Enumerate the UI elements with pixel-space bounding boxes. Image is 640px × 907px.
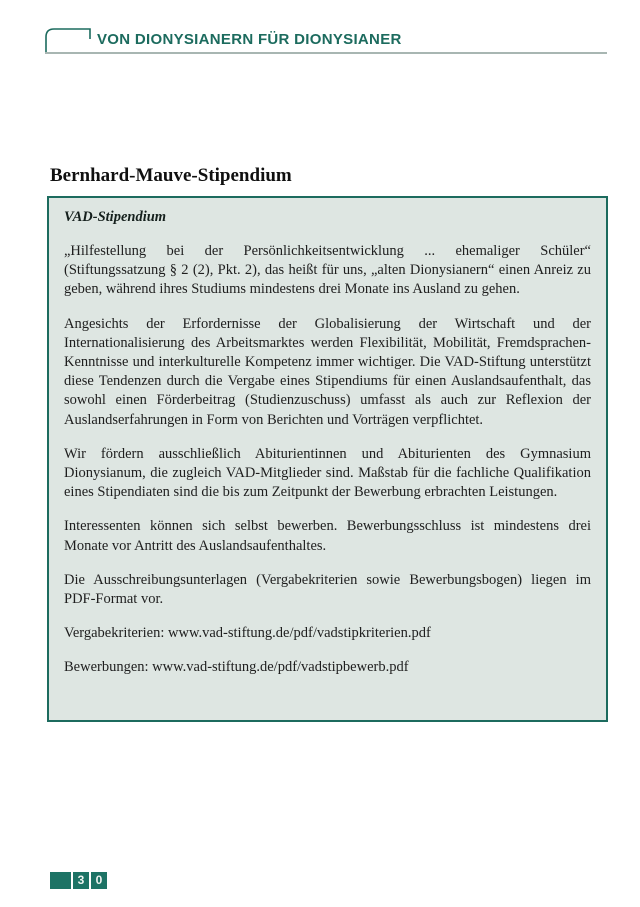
header-title: VON DIONYSIANERN FÜR DIONYSIANER [97, 31, 402, 48]
info-box-paragraph-unterlagen: Die Ausschreibungsunterlagen (Vergabekriterien sowie Bewerbungsbogen) liegen im PDF-Format vor. [64, 571, 591, 608]
header-bracket-decoration [45, 27, 93, 54]
info-box-paragraph-bewerbungen-url: Bewerbungen: www.vad-stiftung.de/pdf/vadstipbewerb.pdf [64, 659, 409, 676]
page-number-digit: 3 [73, 872, 89, 889]
info-box-paragraph-vergabekriterien-url: Vergabekriterien: www.vad-stiftung.de/pdf/vadstipkriterien.pdf [64, 625, 431, 642]
header-rule [45, 52, 607, 54]
info-box [47, 196, 608, 722]
info-box-paragraph-foerderung: Wir fördern ausschließlich Abiturientinnen und Abiturienten des Gymnasium Dionysianum, die zugleich VAD-Mitglieder sind. Maßstab für die fachliche Qualifikation eines Stipendiaten sind die bis zum Zeitpunkt der Bewerbung erbrachten Leistungen. [64, 445, 591, 501]
info-box-title: VAD-Stipendium [64, 209, 167, 225]
info-box-paragraph-bewerbung: Interessenten können sich selbst bewerben. Bewerbungsschluss ist mindestens drei Monate vor Antritt des Auslandsaufenthaltes. [64, 518, 591, 554]
article-heading: Bernhard-Mauve-Stipendium [50, 165, 292, 186]
info-box-paragraph-intro: „Hilfestellung bei der Persönlichkeitsentwicklung ... ehemaliger Schüler“ (Stiftungssatzung § 2 (2), Pkt. 2), das heißt für uns, „alten Dionysianern“ einen Anreiz zu geben, während ihres Studiums mindestens drei Monate ins Ausland zu gehen. [64, 243, 591, 298]
page-number-decoration [50, 872, 71, 889]
info-box-paragraph-globalisierung: Angesichts der Erfordernisse der Globalisierung der Wirtschaft und der Internationalisierung des Arbeitsmarktes werden Flexibilität, Mobilität, Fremdsprachen-Kenntnisse und interkulturelle Kompetenz immer wichtiger. Die VAD-Stiftung unterstützt diese Tendenzen durch die Vergabe eines Stipendiums für einen Auslandsaufenthalt, das sowohl einen Förderbeitrag (Studienzuschuss) umfasst als auch zur Reflexion der Auslandserfahrungen in Form von Berichten und Vorträgen verpflichtet. [64, 315, 591, 428]
page-footer [50, 872, 107, 889]
page-number-digit: 0 [91, 872, 107, 889]
